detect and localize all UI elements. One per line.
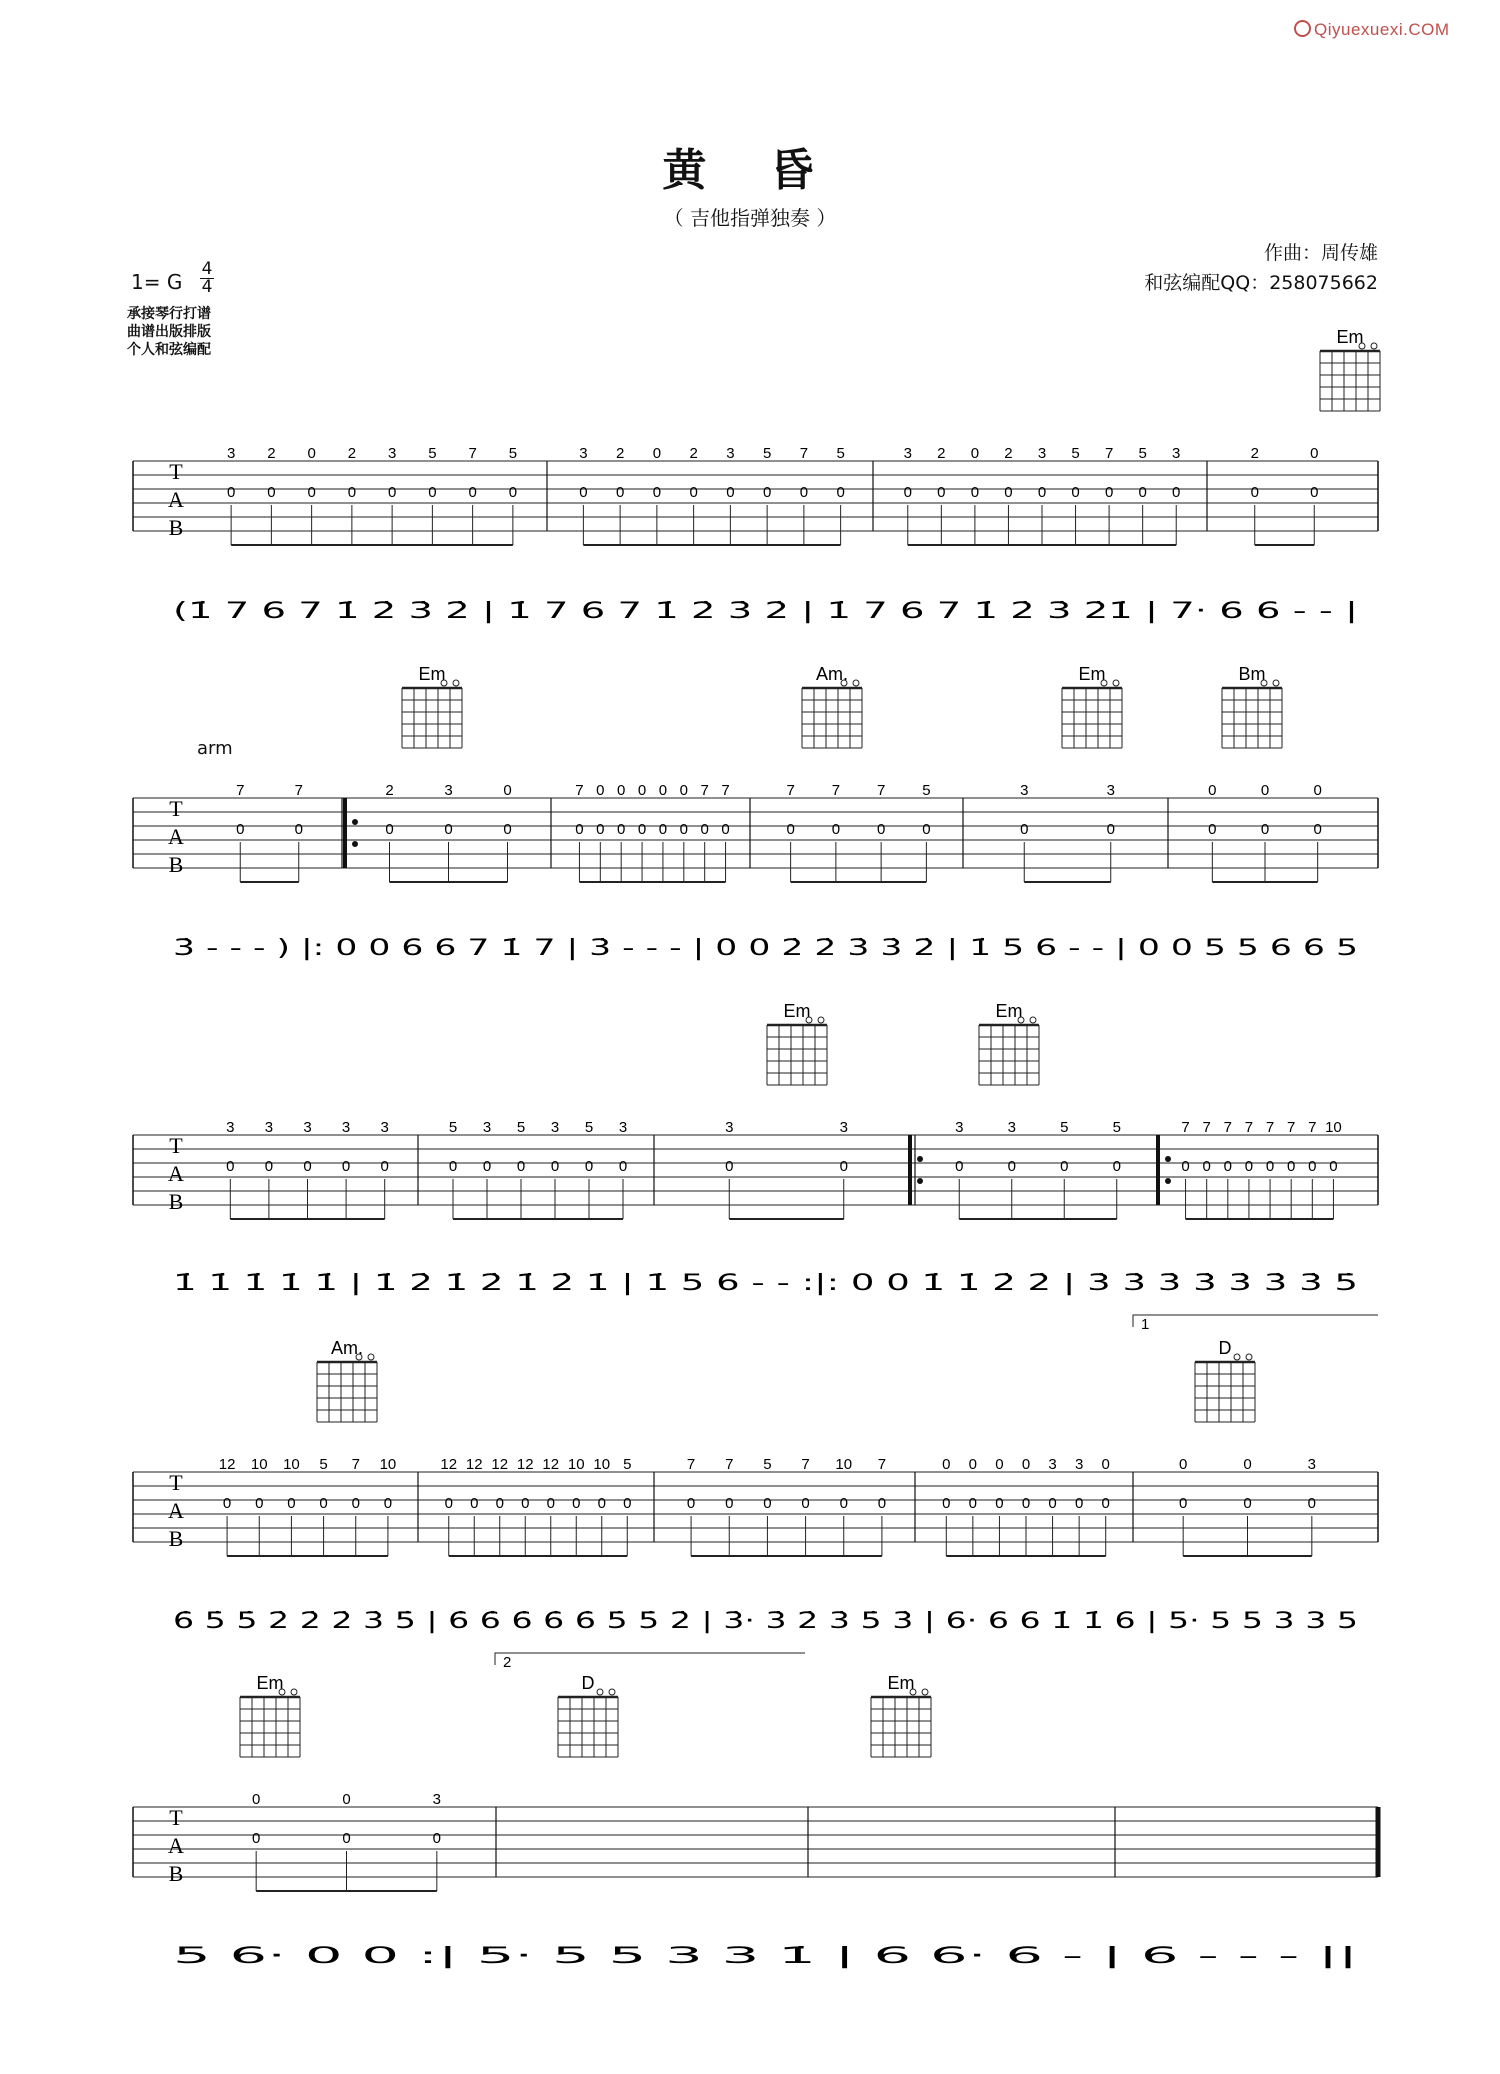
chord-diagram (767, 1001, 827, 1085)
tab-clef-letter: T (169, 459, 183, 484)
tab-system (133, 1001, 1378, 1333)
tab-fret-number: 0 (1074, 1495, 1084, 1512)
open-string-icon (818, 1017, 824, 1023)
tab-fret-number: 7 (468, 445, 477, 462)
tab-system (133, 1673, 1378, 1969)
tab-fret-number: 0 (1243, 1495, 1252, 1512)
tab-fret-number: 2 (1250, 445, 1259, 462)
tab-fret-number: 0 (623, 1495, 632, 1512)
tab-fret-number: 2 (267, 445, 276, 462)
tab-clef-letter: B (168, 1861, 184, 1886)
tab-fret-number: 10 (567, 1456, 585, 1473)
tab-fret-number: 10 (250, 1456, 268, 1473)
tab-fret-number: 0 (351, 1495, 360, 1512)
tab-fret-number: 5 (922, 782, 931, 799)
tab-fret-number: 0 (1004, 484, 1013, 501)
tab-fret-number: 0 (1037, 484, 1047, 501)
tab-fret-number: 0 (432, 1830, 442, 1847)
tab-fret-number: 0 (1329, 1158, 1338, 1175)
open-string-icon (853, 680, 859, 686)
tab-fret-number: 0 (831, 821, 841, 838)
tab-fret-number: 0 (1243, 1456, 1252, 1473)
tab-fret-number: 0 (596, 821, 605, 838)
tab-fret-number: 0 (839, 1158, 848, 1175)
open-string-icon (1234, 1354, 1240, 1360)
tab-fret-number: 0 (995, 1495, 1004, 1512)
repeat-dot (917, 1178, 923, 1184)
tab-fret-number: 0 (799, 484, 809, 501)
jianpu-line: 1̇ 1̇ 1̇ 1̇ 1̇ | 1̇ 2̇ 1̇ 2̇ 1̇ 2̇ 1̇ | 1̇ 5 6 - - :|: 0 0 1̇ 1̇ 2̇ 2̇ | 3̇ 3̇ 3̇ 3̇ 3̇ 3̇ 3̇ 5̇ (173, 1271, 1358, 1296)
tab-fret-number: 0 (637, 782, 647, 799)
chord-diagram (802, 664, 862, 748)
tab-fret-number: 0 (383, 1495, 393, 1512)
tab-fret-number: 0 (725, 1495, 734, 1512)
tab-fret-number: 0 (1208, 821, 1217, 838)
tab-fret-number: 0 (839, 1495, 848, 1512)
tab-fret-number: 0 (1208, 782, 1217, 799)
tab-fret-number: 12 (440, 1456, 458, 1473)
tab-fret-number: 0 (1112, 1158, 1121, 1175)
tab-clef-letter: B (168, 1526, 184, 1551)
tab-fret-number: 7 (1104, 445, 1114, 462)
tab-fret-number: 0 (575, 821, 584, 838)
tab-fret-number: 3 (264, 1119, 274, 1136)
chord-diagram (1222, 664, 1282, 748)
tab-fret-number: 0 (287, 1495, 296, 1512)
tab-fret-number: 7 (786, 782, 795, 799)
chord-name: Em (995, 1001, 1023, 1021)
tab-fret-number: 0 (255, 1495, 264, 1512)
tab-fret-number: 3 (1020, 782, 1029, 799)
tab-clef-letter: B (168, 515, 184, 540)
page-title: 黄 昏 (662, 145, 838, 196)
tab-fret-number: 7 (1181, 1119, 1190, 1136)
tab-fret-number: 7 (351, 1456, 360, 1473)
tab-fret-number: 0 (596, 782, 605, 799)
time-signature-top: 4 (201, 259, 213, 279)
tab-fret-number: 5 (762, 445, 772, 462)
tab-clef-letter: A (168, 824, 184, 849)
tab-fret-number: 7 (1244, 1119, 1254, 1136)
tab-fret-number: 5 (1060, 1119, 1069, 1136)
page-subtitle: （ 吉他指弹独奏 ） (663, 206, 837, 230)
tab-fret-number: 7 (1308, 1119, 1317, 1136)
tab-fret-number: 0 (903, 484, 912, 501)
tab-fret-number: 0 (550, 1158, 560, 1175)
tab-fret-number: 10 (379, 1456, 397, 1473)
tab-fret-number: 0 (786, 821, 795, 838)
tab-fret-number: 0 (652, 484, 662, 501)
tab-fret-number: 7 (236, 782, 245, 799)
tab-fret-number: 3 (1307, 1456, 1317, 1473)
tab-fret-number: 3 (725, 1119, 734, 1136)
tab-fret-number: 0 (726, 484, 735, 501)
tab-fret-number: 0 (303, 1158, 312, 1175)
tab-fret-number: 0 (267, 484, 276, 501)
tab-fret-number: 0 (319, 1495, 328, 1512)
tab-fret-number: 10 (283, 1456, 300, 1473)
tab-fret-number: 7 (831, 782, 841, 799)
watermark-text: Qiyuexuexi.COM (1314, 20, 1450, 39)
tab-fret-number: 0 (1021, 1456, 1031, 1473)
tab-fret-number: 7 (876, 782, 886, 799)
tab-fret-number: 0 (942, 1456, 951, 1473)
open-string-icon (597, 1689, 603, 1695)
tab-fret-number: 0 (1172, 484, 1181, 501)
tab-fret-number: 3 (726, 445, 735, 462)
open-string-icon (1113, 680, 1119, 686)
chord-diagram (240, 1673, 300, 1757)
volta-bracket (1133, 1315, 1378, 1327)
tab-fret-number: 0 (264, 1158, 274, 1175)
tab-fret-number: 0 (937, 484, 946, 501)
tab-fret-number: 0 (597, 1495, 606, 1512)
tab-fret-number: 0 (617, 782, 626, 799)
tab-fret-number: 0 (617, 821, 626, 838)
tab-fret-number: 0 (1104, 484, 1114, 501)
chord-diagram (317, 1338, 377, 1422)
tab-fret-number: 0 (307, 484, 316, 501)
tab-fret-number: 12 (542, 1456, 560, 1473)
chord-diagram (1062, 664, 1122, 748)
tab-fret-number: 0 (686, 1495, 696, 1512)
volta-number: 1 (1141, 1316, 1150, 1333)
tab-fret-number: 3 (1106, 782, 1115, 799)
repeat-dot (1165, 1156, 1171, 1162)
tab-fret-number: 5 (1112, 1119, 1121, 1136)
tab-fret-number: 0 (1178, 1495, 1188, 1512)
tab-fret-number: 2 (937, 445, 946, 462)
tab-fret-number: 3 (955, 1119, 964, 1136)
tab-fret-number: 3 (839, 1119, 848, 1136)
tab-fret-number: 3 (1037, 445, 1047, 462)
annotation-arm: arm (197, 738, 233, 759)
tab-fret-number: 0 (342, 1830, 351, 1847)
tab-fret-number: 5 (763, 1456, 772, 1473)
tab-fret-number: 3 (226, 1119, 235, 1136)
chord-diagram (871, 1673, 931, 1757)
tab-fret-number: 0 (495, 1495, 504, 1512)
tab-fret-number: 7 (294, 782, 303, 799)
tab-fret-number: 0 (700, 821, 709, 838)
tab-fret-number: 0 (1020, 821, 1029, 838)
tab-fret-number: 0 (942, 1495, 951, 1512)
tab-fret-number: 0 (922, 821, 931, 838)
tab-fret-number: 12 (516, 1456, 534, 1473)
tab-fret-number: 0 (970, 445, 980, 462)
tab-fret-number: 0 (801, 1495, 810, 1512)
tab-fret-number: 0 (1071, 484, 1080, 501)
tab-fret-number: 3 (903, 445, 912, 462)
tab-fret-number: 7 (725, 1456, 734, 1473)
tab-clef-letter: B (168, 1189, 184, 1214)
open-string-icon (291, 1689, 297, 1695)
tab-fret-number: 12 (491, 1456, 509, 1473)
tab-fret-number: 0 (1250, 484, 1259, 501)
tab-fret-number: 0 (1313, 782, 1322, 799)
tab-fret-number: 0 (468, 484, 477, 501)
tab-fret-number: 0 (1310, 445, 1319, 462)
open-string-icon (1030, 1017, 1036, 1023)
tab-fret-number: 0 (658, 821, 668, 838)
tab-fret-number: 0 (689, 484, 698, 501)
arranger-credit: 和弦编配QQ：258075662 (1144, 272, 1378, 294)
tab-fret-number: 0 (968, 1456, 978, 1473)
tab-fret-number: 0 (1181, 1158, 1190, 1175)
tab-fret-number: 0 (448, 1158, 458, 1175)
tab-fret-number: 0 (1202, 1158, 1211, 1175)
jianpu-line: 6̇ 5̇ 5̇ 2̇ 2̇ 2̇ 3̇ 5̇ | 6̇ 6̇ 6̇ 6̇ 6̇ 5̇ 5̇ 2̇ | 3̇· 3̇ 2̇ 3̇ 5̇ 3̇ | 6· 6 6 1̇ 1̇ 6 | 5· 5 5 3 3 5 (173, 1609, 1358, 1634)
tab-fret-number: 7 (1265, 1119, 1275, 1136)
tab-fret-number: 5 (584, 1119, 594, 1136)
tab-fret-number: 0 (1265, 1158, 1275, 1175)
open-string-icon (1371, 343, 1377, 349)
tab-fret-number: 3 (1074, 1456, 1084, 1473)
tab-fret-number: 3 (432, 1791, 442, 1808)
tab-fret-number: 0 (579, 484, 588, 501)
composer-credit: 作曲：周传雄 (1263, 242, 1378, 264)
tab-fret-number: 0 (1310, 484, 1319, 501)
credit-line: 曲谱出版排版 (127, 324, 211, 340)
tab-fret-number: 0 (546, 1495, 555, 1512)
tab-clef-letter: T (169, 1470, 183, 1495)
tab-fret-number: 10 (835, 1456, 853, 1473)
tab-fret-number: 0 (836, 484, 845, 501)
chord-diagram (1320, 327, 1380, 411)
tab-fret-number: 3 (550, 1119, 560, 1136)
tab-fret-number: 5 (508, 445, 518, 462)
repeat-dot (917, 1156, 923, 1162)
tab-fret-number: 12 (218, 1456, 236, 1473)
tab-fret-number: 0 (763, 1495, 772, 1512)
chord-name: Am. (815, 664, 849, 684)
tab-clef-letter: A (168, 1161, 184, 1186)
tab-fret-number: 0 (341, 1158, 351, 1175)
volta-number: 2 (503, 1654, 512, 1671)
tab-fret-number: 5 (1071, 445, 1080, 462)
tab-fret-number: 5 (836, 445, 845, 462)
tab-fret-number: 0 (721, 821, 730, 838)
tab-fret-number: 5 (1138, 445, 1147, 462)
chord-diagram (558, 1673, 618, 1757)
tab-fret-number: 0 (226, 484, 236, 501)
chord-diagram (402, 664, 462, 748)
tab-fret-number: 0 (658, 782, 668, 799)
tab-fret-number: 0 (508, 484, 518, 501)
tab-fret-number: 0 (294, 821, 303, 838)
tab-fret-number: 5 (448, 1119, 458, 1136)
tab-fret-number: 0 (1313, 821, 1322, 838)
tab-fret-number: 2 (347, 445, 357, 462)
tab-fret-number: 0 (380, 1158, 389, 1175)
tab-fret-number: 0 (307, 445, 316, 462)
repeat-dot (1165, 1178, 1171, 1184)
jianpu-line: (1̇ 7 6 7 1̇ 2̇ 3̇ 2̇ | 1̇ 7 6 7 1̇ 2̇ 3̇ 2̇ | 1̇ 7 6 7 1̇ 2̇ 3̇ 2̇1̇ | 7· 6 6 - - | (173, 599, 1358, 624)
tab-fret-number: 7 (686, 1456, 696, 1473)
tab-fret-number: 3 (1048, 1456, 1057, 1473)
tab-fret-number: 5 (623, 1456, 632, 1473)
tab-fret-number: 3 (579, 445, 588, 462)
chord-name: Em (256, 1673, 284, 1693)
open-string-icon (922, 1689, 928, 1695)
tab-fret-number: 0 (503, 821, 512, 838)
tab-fret-number: 0 (1021, 1495, 1031, 1512)
open-string-icon (1246, 1354, 1252, 1360)
tab-fret-number: 0 (503, 782, 512, 799)
tab-fret-number: 0 (876, 821, 886, 838)
chord-name: Em (1078, 664, 1106, 684)
chord-name: Em (418, 664, 446, 684)
tab-fret-number: 0 (1260, 821, 1270, 838)
jianpu-line: 3̇ - - - ) |: 0 0 6 6 7 1̇ 7 | 3̇ - - - | 0 0 2̇ 2̇ 3̇ 3̇ 2̇ | 1̇ 5 6 - - | 0 0 5 5 6 6 5 (173, 936, 1358, 961)
chord-name: D (581, 1673, 595, 1693)
tab-clef-letter: A (168, 487, 184, 512)
open-string-icon (368, 1354, 374, 1360)
tab-system (133, 1338, 1378, 1671)
tab-fret-number: 0 (1308, 1158, 1317, 1175)
tab-fret-number: 0 (1106, 821, 1115, 838)
tab-fret-number: 10 (593, 1456, 611, 1473)
tab-fret-number: 0 (584, 1158, 594, 1175)
tab-fret-number: 0 (970, 484, 980, 501)
tab-clef-letter: T (169, 1133, 183, 1158)
tab-fret-number: 0 (1138, 484, 1147, 501)
tab-fret-number: 0 (725, 1158, 734, 1175)
chord-diagram (979, 1001, 1039, 1085)
tab-fret-number: 0 (226, 1158, 235, 1175)
tab-fret-number: 0 (470, 1495, 479, 1512)
tab-fret-number: 0 (387, 484, 397, 501)
tab-fret-number: 7 (877, 1456, 887, 1473)
tab-fret-number: 0 (428, 484, 437, 501)
tab-fret-number: 0 (955, 1158, 964, 1175)
tab-fret-number: 5 (319, 1456, 328, 1473)
tab-fret-number: 3 (1172, 445, 1181, 462)
tab-fret-number: 0 (342, 1791, 351, 1808)
tab-fret-number: 0 (652, 445, 662, 462)
tab-fret-number: 0 (251, 1830, 261, 1847)
tab-fret-number: 3 (482, 1119, 492, 1136)
tab-fret-number: 0 (968, 1495, 978, 1512)
tab-fret-number: 2 (385, 782, 394, 799)
tab-fret-number: 0 (444, 821, 453, 838)
tab-fret-number: 0 (521, 1495, 530, 1512)
tab-fret-number: 0 (679, 821, 688, 838)
tab-fret-number: 7 (700, 782, 709, 799)
tab-clef-letter: A (168, 1833, 184, 1858)
chord-name: D (1218, 1338, 1232, 1358)
tab-system (133, 664, 1378, 961)
tab-fret-number: 5 (428, 445, 437, 462)
tab-fret-number: 7 (1202, 1119, 1211, 1136)
chord-name: Bm (1238, 664, 1266, 684)
chord-name: Am. (330, 1338, 364, 1358)
time-signature-bottom: 4 (201, 277, 213, 297)
chord-diagram (1195, 1338, 1255, 1422)
open-string-icon (1273, 680, 1279, 686)
tab-clef-letter: A (168, 1498, 184, 1523)
tab-fret-number: 0 (877, 1495, 887, 1512)
repeat-dot (352, 841, 358, 847)
tab-fret-number: 0 (1007, 1158, 1016, 1175)
tab-fret-number: 3 (444, 782, 453, 799)
tab-fret-number: 12 (465, 1456, 483, 1473)
tab-system (133, 327, 1380, 624)
tab-fret-number: 7 (721, 782, 730, 799)
tab-fret-number: 3 (1007, 1119, 1016, 1136)
tab-fret-number: 0 (679, 782, 688, 799)
tab-fret-number: 0 (618, 1158, 628, 1175)
tab-fret-number: 3 (341, 1119, 351, 1136)
tab-fret-number: 5 (516, 1119, 526, 1136)
repeat-dot (352, 819, 358, 825)
tab-clef-letter: B (168, 852, 184, 877)
tab-fret-number: 0 (1048, 1495, 1057, 1512)
tab-fret-number: 0 (615, 484, 625, 501)
tab-fret-number: 0 (347, 484, 357, 501)
tab-fret-number: 0 (444, 1495, 453, 1512)
tab-fret-number: 0 (572, 1495, 581, 1512)
tab-fret-number: 0 (1307, 1495, 1317, 1512)
volta-bracket (495, 1653, 805, 1665)
tab-fret-number: 0 (995, 1456, 1004, 1473)
tab-fret-number: 7 (1287, 1119, 1296, 1136)
tab-fret-number: 0 (1287, 1158, 1296, 1175)
tab-fret-number: 0 (762, 484, 772, 501)
chord-name: Em (1336, 327, 1364, 347)
tab-fret-number: 0 (236, 821, 245, 838)
tab-fret-number: 0 (1060, 1158, 1069, 1175)
tab-fret-number: 0 (1260, 782, 1270, 799)
tab-fret-number: 0 (385, 821, 394, 838)
tab-fret-number: 3 (380, 1119, 389, 1136)
credit-line: 承接琴行打谱 (127, 306, 211, 322)
tab-fret-number: 10 (1325, 1119, 1342, 1136)
tab-fret-number: 2 (615, 445, 625, 462)
key-signature: 1= G (131, 270, 183, 294)
tab-fret-number: 7 (799, 445, 809, 462)
tab-fret-number: 0 (482, 1158, 492, 1175)
tab-fret-number: 7 (801, 1456, 810, 1473)
tab-fret-number: 0 (1178, 1456, 1188, 1473)
tab-fret-number: 7 (1223, 1119, 1232, 1136)
tab-fret-number: 0 (1101, 1495, 1110, 1512)
tab-fret-number: 0 (1244, 1158, 1254, 1175)
tab-fret-number: 3 (387, 445, 397, 462)
chord-name: Em (783, 1001, 811, 1021)
tab-fret-number: 7 (575, 782, 584, 799)
tab-fret-number: 2 (689, 445, 698, 462)
tab-fret-number: 2 (1004, 445, 1013, 462)
tab-fret-number: 0 (1101, 1456, 1110, 1473)
tab-clef-letter: T (169, 1805, 183, 1830)
tab-fret-number: 3 (303, 1119, 312, 1136)
tab-fret-number: 0 (516, 1158, 526, 1175)
tab-fret-number: 0 (251, 1791, 261, 1808)
open-string-icon (609, 1689, 615, 1695)
tab-fret-number: 0 (1223, 1158, 1232, 1175)
tab-fret-number: 0 (222, 1495, 232, 1512)
tab-fret-number: 3 (618, 1119, 628, 1136)
chord-name: Em (887, 1673, 915, 1693)
credit-line: 个人和弦编配 (127, 342, 211, 358)
open-string-icon (453, 680, 459, 686)
tab-fret-number: 3 (226, 445, 236, 462)
tab-fret-number: 0 (637, 821, 647, 838)
tab-clef-letter: T (169, 796, 183, 821)
jianpu-line: 5 6· 0 0 :| 5· 5 5 3 3 1̇ | 6 6· 6 - | 6 - - - || (173, 1944, 1358, 1969)
